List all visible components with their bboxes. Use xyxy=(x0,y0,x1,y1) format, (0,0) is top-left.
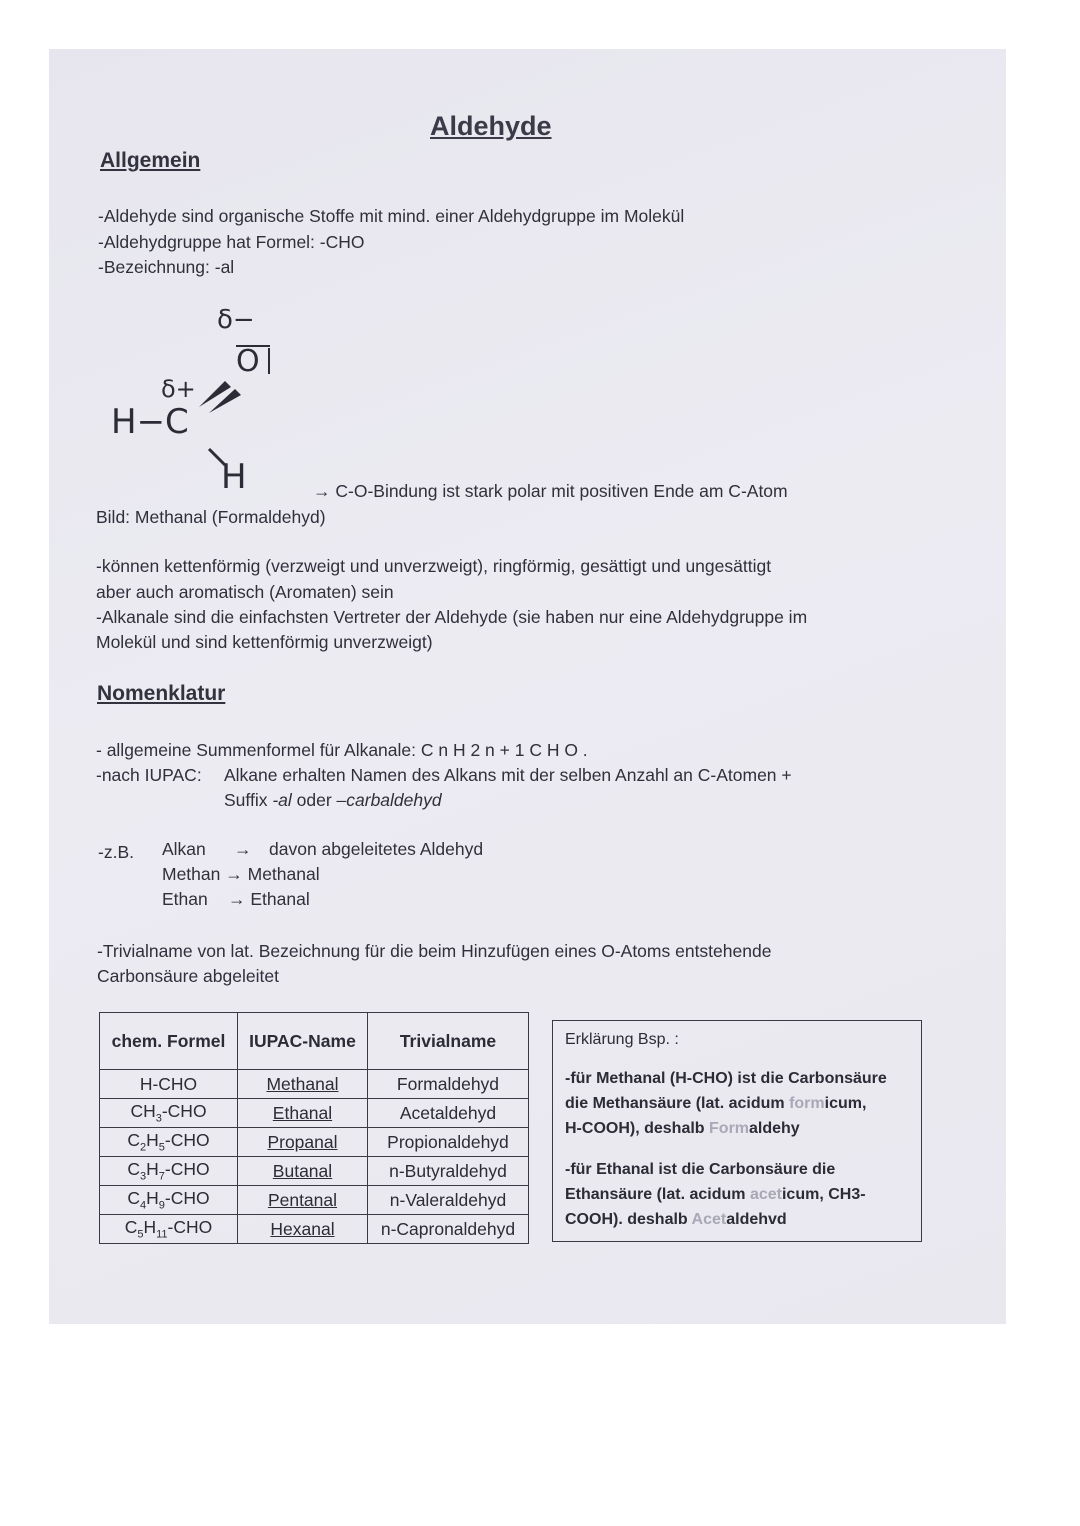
formula-cell: H-CHO xyxy=(100,1070,238,1099)
page-title: Aldehyde xyxy=(430,111,552,141)
table-row xyxy=(100,1157,529,1186)
trivial-cell: n-Valeraldehyd xyxy=(367,1186,528,1215)
image-caption: Bild: Methanal (Formaldehyd) xyxy=(96,507,326,527)
general-line: -Bezeichnung: -al xyxy=(98,257,235,277)
oxygen-atom: O xyxy=(236,345,270,377)
explanation-title: Erklärung Bsp. : xyxy=(565,1031,679,1048)
table-row xyxy=(100,1128,529,1157)
explanation-box xyxy=(552,1020,922,1242)
table-row xyxy=(100,1099,529,1128)
example-row: Alkan → davon abgeleitetes Aldehyd xyxy=(162,839,484,859)
iupac-rule: Alkane erhalten Namen des Alkans mit der selben Anzahl an C-Atomen + xyxy=(224,765,792,785)
example-label: -z.B. xyxy=(98,842,134,862)
iupac-prefix: -nach IUPAC: xyxy=(96,765,202,785)
column-header: IUPAC-Name xyxy=(238,1013,368,1070)
polarity-note: → C-O-Bindung ist stark polar mit positiven Ende am C-Atom xyxy=(313,481,788,501)
iupac-cell: Propanal xyxy=(238,1128,368,1157)
general-line: Molekül und sind kettenförmig unverzweigt) xyxy=(96,632,433,652)
document-sheet xyxy=(49,49,1006,1324)
trivial-cell: n-Capronaldehyd xyxy=(367,1215,528,1244)
wedge-bond-icon xyxy=(195,367,245,417)
delta-plus-label: δ+ xyxy=(161,375,196,403)
formula-cell: $C_4H_9$-CHO xyxy=(100,1186,238,1215)
trivial-line: Carbonsäure abgeleitet xyxy=(97,966,279,986)
sum-formula-line: - allgemeine Summenformel für Alkanale: C n H 2 n + 1 C H O . xyxy=(96,740,588,760)
iupac-cell: Pentanal xyxy=(238,1186,368,1215)
heading-nomenklatur: Nomenklatur xyxy=(97,682,226,705)
general-line: -Aldehydgruppe hat Formel: -CHO xyxy=(98,232,365,252)
formula-cell: $C_5H_{11}$-CHO xyxy=(100,1215,238,1244)
hydrogen-atom: H xyxy=(221,457,247,497)
delta-minus-label: δ− xyxy=(217,305,255,335)
suffix-line: Suffix -al oder –carbaldehyd xyxy=(224,790,442,810)
methanal-structure xyxy=(89,299,329,499)
aldehyde-name-table xyxy=(99,1012,529,1244)
table-header-row xyxy=(100,1013,529,1070)
trivial-cell: Acetaldehyd xyxy=(367,1099,528,1128)
iupac-cell: Butanal xyxy=(238,1157,368,1186)
example-row: Ethan → Ethanal xyxy=(162,889,310,909)
general-line: -können kettenförmig (verzweigt und unverzweigt), ringförmig, gesättigt und ungesättigt xyxy=(96,556,772,576)
general-line: -Aldehyde sind organische Stoffe mit mind. einer Aldehydgruppe im Molekül xyxy=(98,206,685,226)
iupac-cell: Hexanal xyxy=(238,1215,368,1244)
column-header: Trivialname xyxy=(367,1013,528,1070)
general-line: aber auch aromatisch (Aromaten) sein xyxy=(96,582,394,602)
column-header: chem. Formel xyxy=(100,1013,238,1070)
trivial-cell: n-Butyraldehyd xyxy=(367,1157,528,1186)
iupac-cell: Ethanal xyxy=(238,1099,368,1128)
h-c-group: H−C xyxy=(111,402,189,442)
trivial-line: -Trivialname von lat. Bezeichnung für die beim Hinzufügen eines O-Atoms entstehende xyxy=(97,941,772,961)
formula-cell: $C_2H_5$-CHO xyxy=(100,1128,238,1157)
iupac-cell: Methanal xyxy=(238,1070,368,1099)
formula-cell: $CH_3$-CHO xyxy=(100,1099,238,1128)
explanation-paragraph: -für Ethanal ist die Carbonsäure die Ethansäure (lat. acidum aceticum, CH3- COOH). deshalb Acetaldehvd xyxy=(565,1161,866,1228)
trivial-cell: Formaldehyd xyxy=(367,1070,528,1099)
example-row: Methan → Methanal xyxy=(162,864,320,884)
table-row xyxy=(100,1215,529,1244)
trivial-cell: Propionaldehyd xyxy=(367,1128,528,1157)
explanation-paragraph: -für Methanal (H-CHO) ist die Carbonsäure die Methansäure (lat. acidum formicum, H-COOH), deshalb Formaldehy xyxy=(565,1070,887,1137)
formula-cell: $C_3H_7$-CHO xyxy=(100,1157,238,1186)
heading-allgemein: Allgemein xyxy=(100,149,201,172)
general-line: -Alkanale sind die einfachsten Vertreter der Aldehyde (sie haben nur eine Aldehydgruppe im xyxy=(96,607,808,627)
table-row xyxy=(100,1186,529,1215)
table-row xyxy=(100,1070,529,1099)
